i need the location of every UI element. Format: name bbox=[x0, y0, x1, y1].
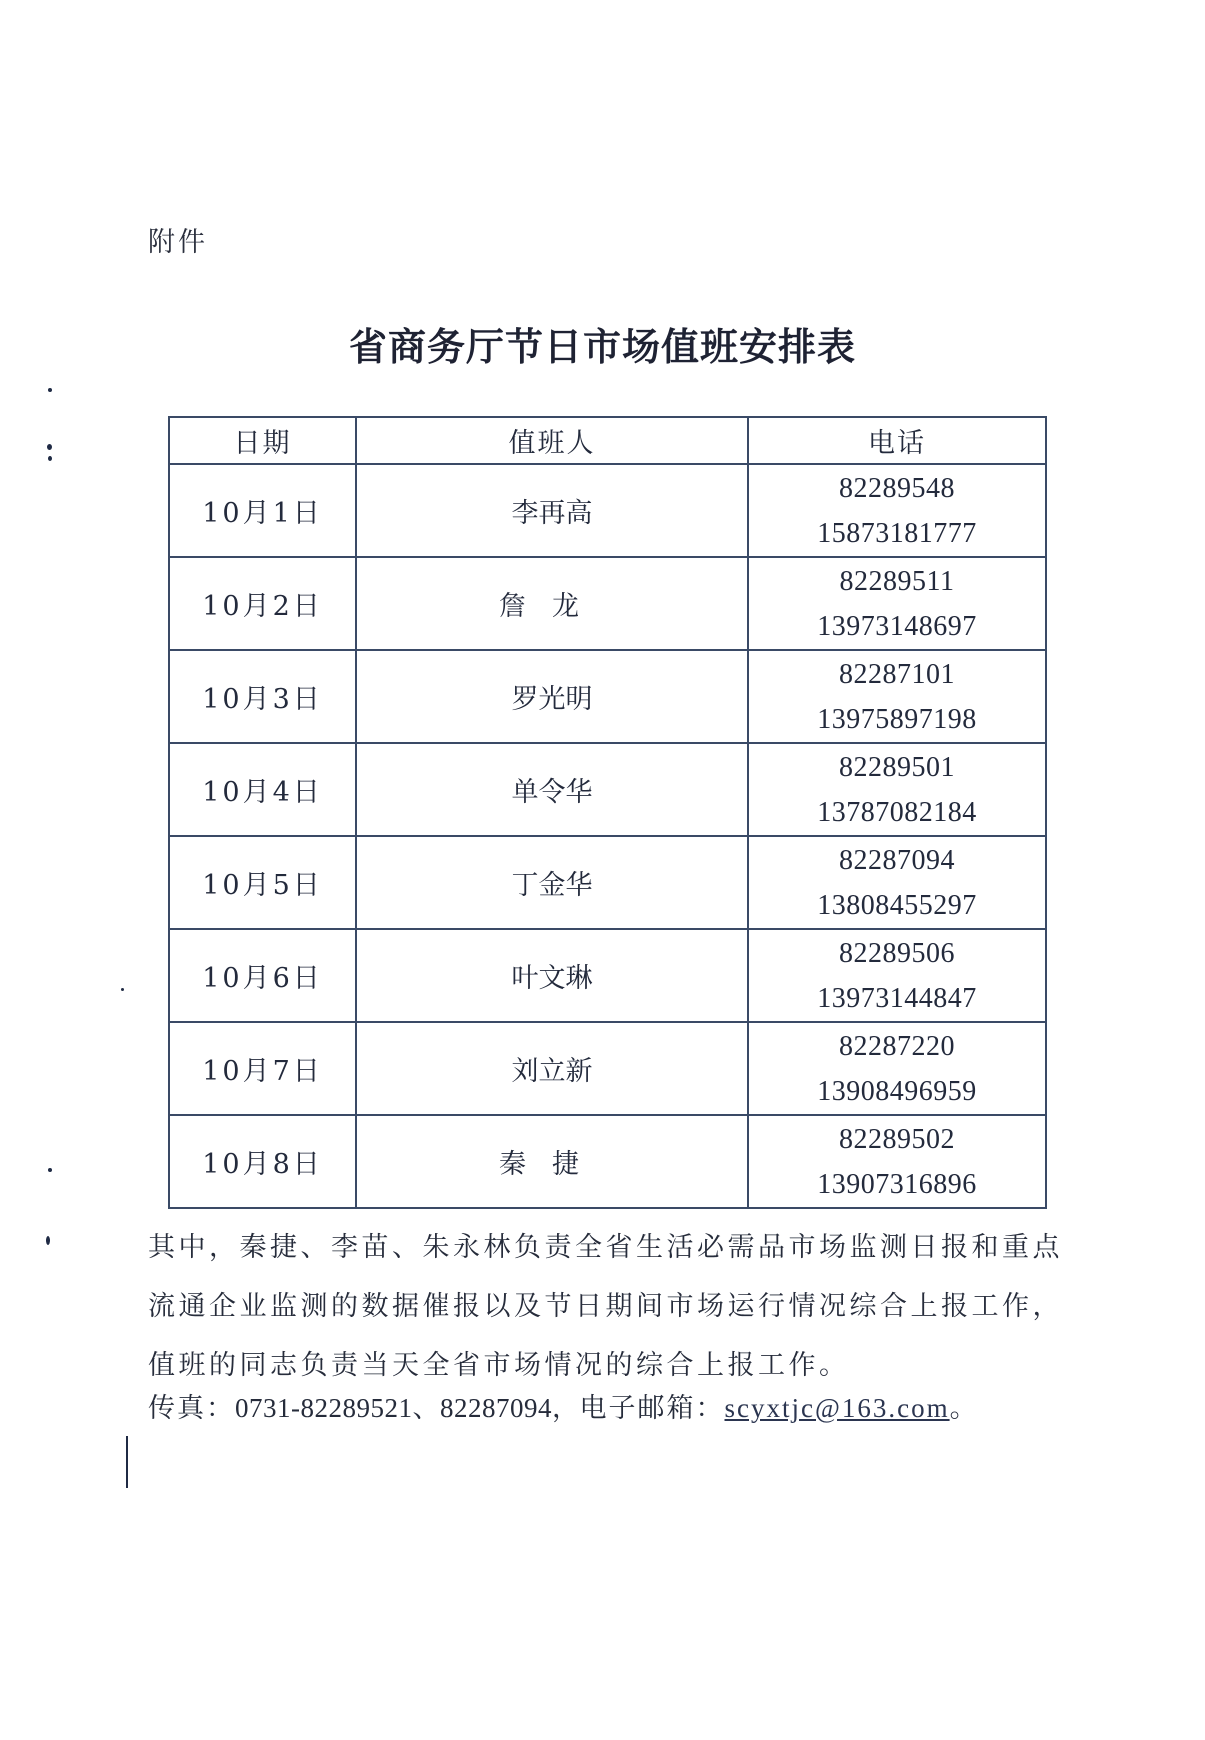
cell-phone bbox=[748, 1022, 1046, 1115]
mobile-phone: 13907316896 bbox=[817, 1168, 977, 1200]
cell-person: 叶文琳 bbox=[356, 929, 748, 1022]
cell-person: 罗光明 bbox=[356, 650, 748, 743]
cell-phone bbox=[748, 557, 1046, 650]
office-phone: 82287220 bbox=[839, 1030, 955, 1062]
office-phone: 82289548 bbox=[839, 472, 955, 504]
cell-phone bbox=[748, 929, 1046, 1022]
office-phone: 82289511 bbox=[839, 565, 955, 597]
header-person: 值班人 bbox=[356, 417, 748, 464]
mobile-phone: 13808455297 bbox=[817, 889, 977, 921]
cell-date: 10月6日 bbox=[169, 929, 356, 1022]
table-row bbox=[169, 650, 1046, 743]
scan-speck bbox=[46, 1236, 50, 1245]
office-phone: 82287094 bbox=[839, 844, 955, 876]
table-row bbox=[169, 1022, 1046, 1115]
email-link[interactable]: scyxtjc@163.com bbox=[724, 1393, 950, 1423]
mobile-phone: 13975897198 bbox=[817, 703, 977, 735]
cell-person: 丁金华 bbox=[356, 836, 748, 929]
page-title: 省商务厅节日市场值班安排表 bbox=[348, 324, 856, 369]
contact-end: 。 bbox=[949, 1393, 979, 1424]
cell-date: 10月7日 bbox=[169, 1022, 356, 1115]
cell-phone bbox=[748, 836, 1046, 929]
cell-person: 秦捷 bbox=[356, 1115, 748, 1208]
mobile-phone: 13973144847 bbox=[817, 982, 977, 1014]
scan-speck bbox=[48, 388, 52, 392]
duty-schedule-table bbox=[168, 416, 1047, 1209]
email-label: 电子邮箱： bbox=[579, 1393, 725, 1424]
mobile-phone: 13908496959 bbox=[817, 1075, 977, 1107]
cell-phone bbox=[748, 1115, 1046, 1208]
scan-line bbox=[126, 1436, 128, 1488]
scan-speck bbox=[47, 444, 52, 450]
table-row bbox=[169, 557, 1046, 650]
contact-line bbox=[148, 1386, 1148, 1425]
cell-person: 詹龙 bbox=[356, 557, 748, 650]
cell-phone bbox=[748, 464, 1046, 557]
office-phone: 82289506 bbox=[839, 937, 955, 969]
cell-date: 10月3日 bbox=[169, 650, 356, 743]
attachment-label: 附件 bbox=[148, 227, 208, 258]
table-row bbox=[169, 464, 1046, 557]
scan-speck bbox=[121, 988, 124, 991]
cell-date: 10月4日 bbox=[169, 743, 356, 836]
scan-speck bbox=[48, 456, 52, 461]
table-row bbox=[169, 1115, 1046, 1208]
cell-date: 10月5日 bbox=[169, 836, 356, 929]
office-phone: 82287101 bbox=[839, 658, 955, 690]
cell-person: 李再高 bbox=[356, 464, 748, 557]
scan-speck bbox=[48, 1168, 52, 1172]
mobile-phone: 15873181777 bbox=[817, 517, 977, 549]
header-phone: 电话 bbox=[748, 417, 1046, 464]
table-row bbox=[169, 836, 1046, 929]
table-row bbox=[169, 929, 1046, 1022]
header-date: 日期 bbox=[169, 417, 356, 464]
office-phone: 82289502 bbox=[839, 1123, 955, 1155]
mobile-phone: 13787082184 bbox=[817, 796, 977, 828]
fax-label: 传真： bbox=[148, 1393, 235, 1424]
cell-date: 10月1日 bbox=[169, 464, 356, 557]
cell-date: 10月2日 bbox=[169, 557, 356, 650]
table-row bbox=[169, 743, 1046, 836]
office-phone: 82289501 bbox=[839, 751, 955, 783]
fax-numbers: 0731-82289521、82287094， bbox=[235, 1393, 580, 1423]
table-header-row bbox=[169, 417, 1046, 464]
duty-note-paragraph: 其中，秦捷、李苗、朱永林负责全省生活必需品市场监测日报和重点流通企业监测的数据催报以及节日期间市场运行情况综合上报工作，值班的同志负责当天全省市场情况的综合上报工作。 bbox=[148, 1232, 1063, 1381]
cell-phone bbox=[748, 743, 1046, 836]
cell-person: 单令华 bbox=[356, 743, 748, 836]
mobile-phone: 13973148697 bbox=[817, 610, 977, 642]
cell-date: 10月8日 bbox=[169, 1115, 356, 1208]
cell-phone bbox=[748, 650, 1046, 743]
cell-person: 刘立新 bbox=[356, 1022, 748, 1115]
